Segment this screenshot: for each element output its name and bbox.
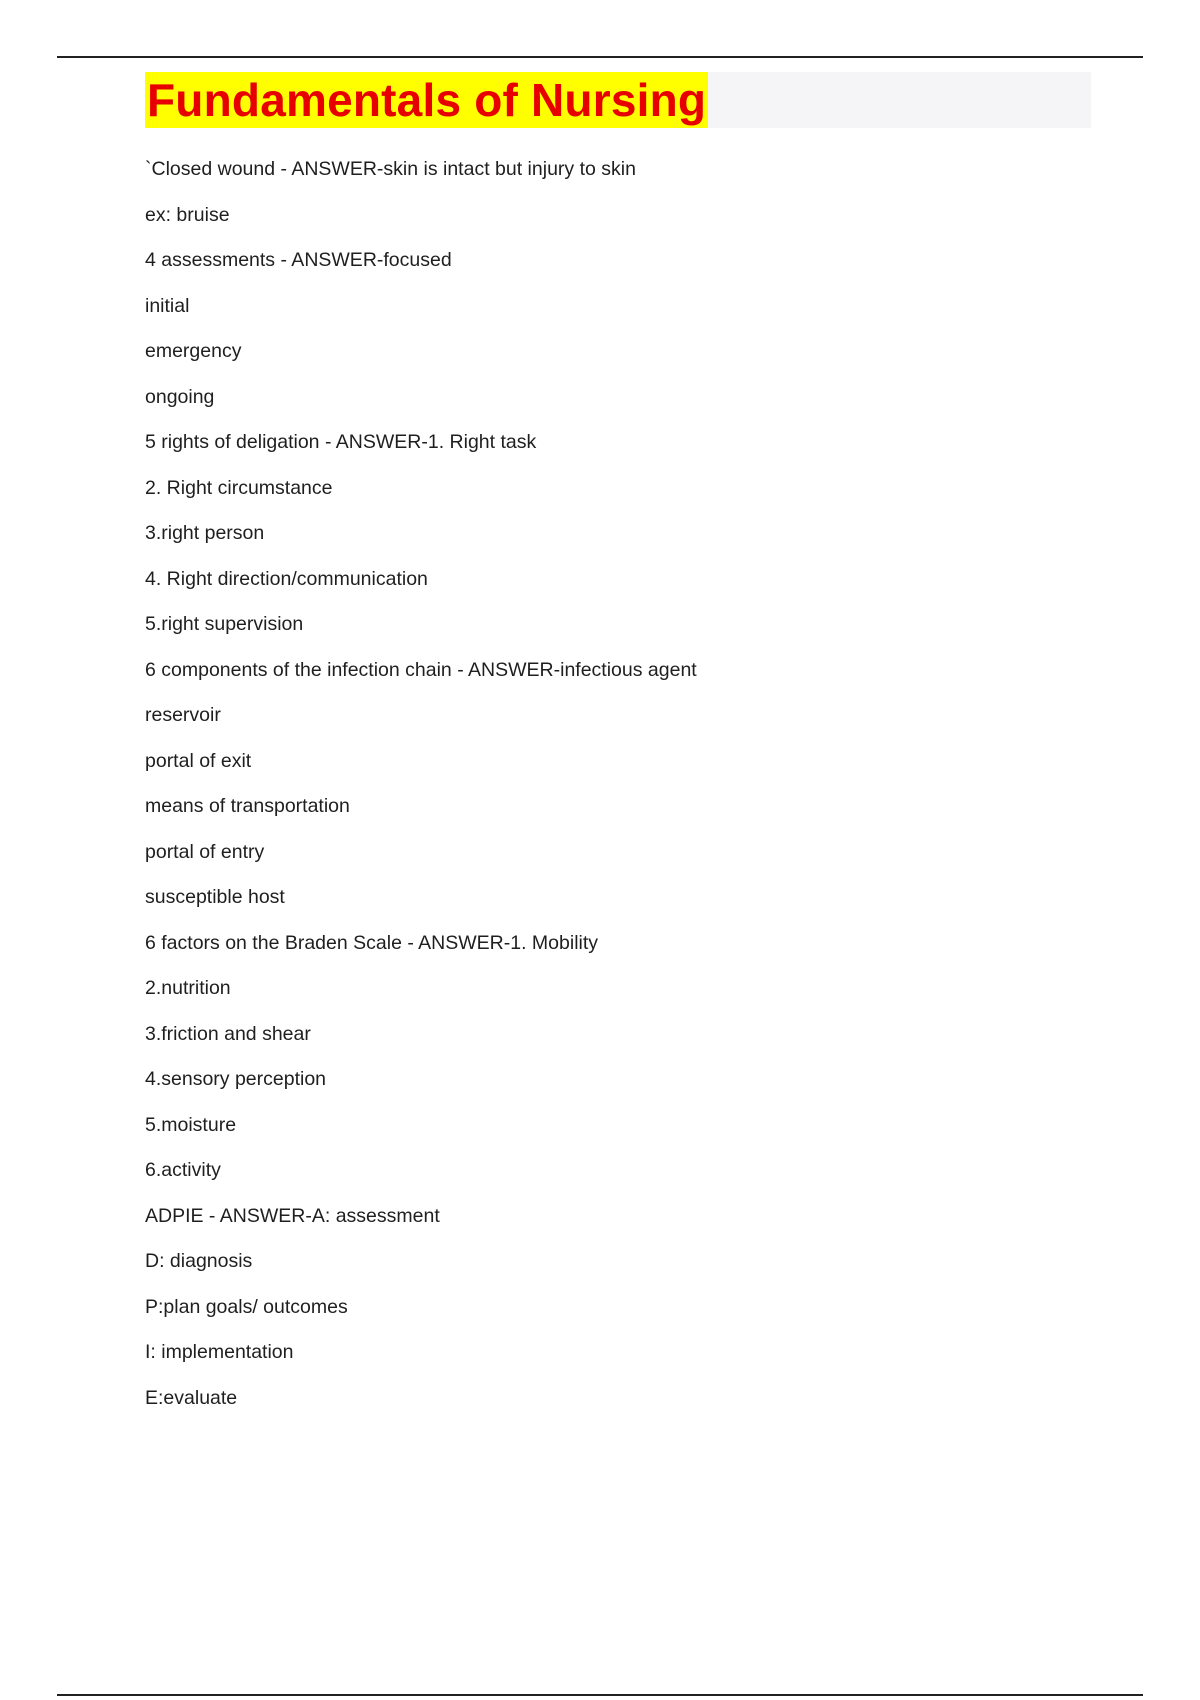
text-line: P:plan goals/ outcomes [145,1295,348,1318]
text-line: ex: bruise [145,203,230,226]
text-line: `Closed wound - ANSWER-skin is intact but injury to skin [145,158,636,180]
text-line: 2.nutrition [145,977,231,999]
text-line: D: diagnosis [145,1250,253,1272]
text-line: E:evaluate [145,1386,238,1409]
text-line: emergency [145,340,242,362]
text-line: ADPIE - ANSWER-A: assessment [145,1204,440,1227]
text-line: 5.moisture [145,1113,237,1136]
text-line: means of transportation [145,795,350,817]
text-line: susceptible host [145,886,285,908]
text-line: 3.right person [145,522,265,544]
text-line: 6 components of the infection chain - ANSWER-infectious agent [145,658,697,681]
text-line: 5 rights of deligation - ANSWER-1. Right task [145,431,537,453]
text-line: reservoir [145,704,221,726]
text-line: 2. Right circumstance [145,476,333,499]
flashcard-list [145,153,1095,1427]
text-line: 5.right supervision [145,613,304,635]
text-line: 6.activity [145,1159,221,1181]
bottom-rule [57,1694,1143,1696]
text-line: 4. Right direction/communication [145,567,428,590]
text-line: I: implementation [145,1341,294,1363]
text-line: portal of exit [145,749,252,772]
text-line: initial [145,294,190,317]
text-line: 4.sensory perception [145,1068,327,1090]
text-line: 3.friction and shear [145,1022,311,1045]
top-rule [57,56,1143,58]
text-line: portal of entry [145,840,265,863]
text-line: 6 factors on the Braden Scale - ANSWER-1. Mobility [145,931,599,954]
text-line: ongoing [145,385,215,408]
page-title: Fundamentals of Nursing [147,74,707,126]
text-line: 4 assessments - ANSWER-focused [145,249,452,271]
